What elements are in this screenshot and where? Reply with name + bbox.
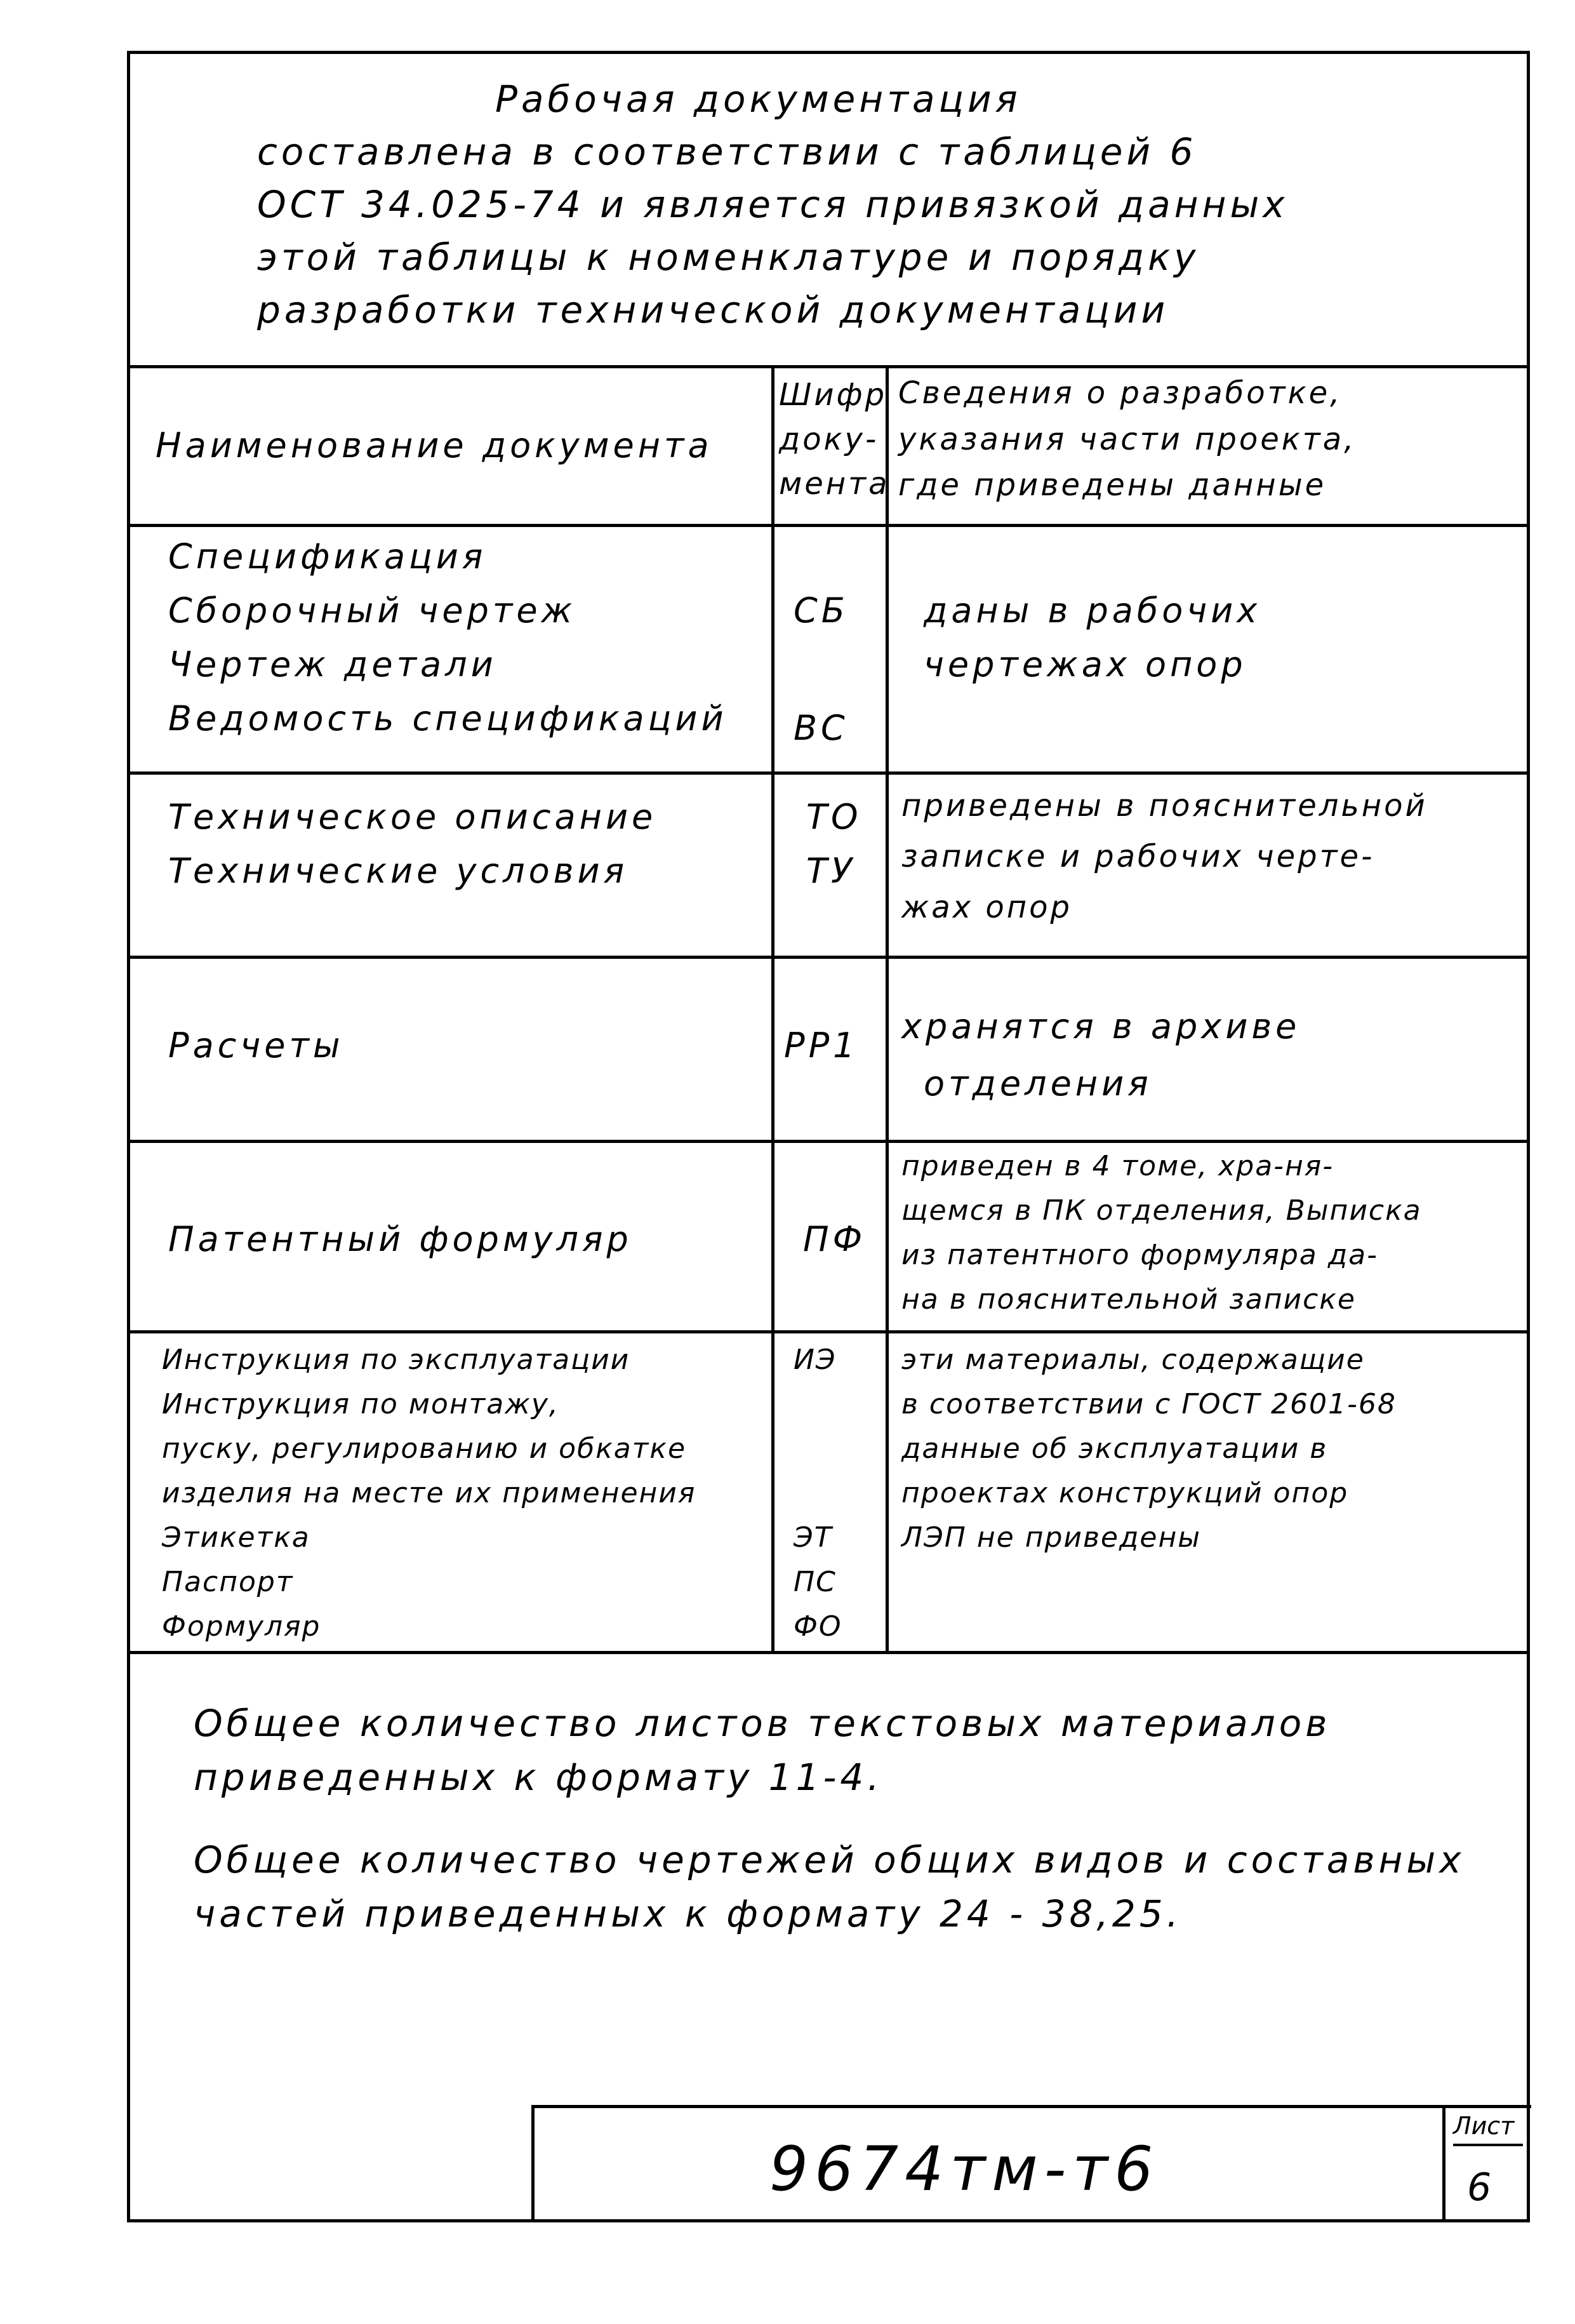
doc-name: Сборочный чертеж [168, 591, 576, 631]
doc-name: Чертеж детали [168, 644, 497, 685]
doc-code: ПФ [803, 1219, 867, 1259]
doc-info: записке и рабочих черте- [901, 839, 1375, 874]
total-drawings: частей приведенных к формату 24 - 38,25. [194, 1892, 1183, 1935]
documents-table [130, 368, 1527, 1654]
doc-name: Патентный формуляр [168, 1219, 632, 1259]
doc-info: хранятся в архиве [901, 1006, 1301, 1046]
doc-name: Инструкция по эксплуатации [162, 1344, 630, 1376]
doc-code: ВС [794, 708, 849, 748]
document-code: 9674тм-т6 [769, 2134, 1160, 2205]
header-line: разработки технической документации [257, 288, 1169, 331]
header-line: составлена в соответствии с таблицей 6 [257, 130, 1197, 173]
doc-name: Инструкция по монтажу, [162, 1388, 559, 1420]
doc-info: ЛЭП не приведены [901, 1521, 1201, 1554]
doc-name: Технические условия [168, 851, 628, 891]
doc-name: Ведомость спецификаций [168, 698, 728, 738]
doc-info: щемся в ПК отделения, Выписка [901, 1194, 1422, 1227]
row-divider [130, 771, 1527, 775]
doc-info: в соответствии с ГОСТ 2601-68 [901, 1388, 1397, 1420]
doc-info: проектах конструкций опор [901, 1477, 1349, 1509]
doc-code: РР1 [784, 1025, 859, 1065]
column-header-info: Сведения о разработке, [898, 375, 1343, 411]
column-header-code: доку- [779, 422, 879, 457]
doc-code: ТУ [806, 851, 856, 891]
doc-code: ТО [806, 797, 862, 837]
sheet-number: 6 [1467, 2165, 1492, 2210]
doc-name: изделия на месте их применения [162, 1477, 696, 1509]
column-divider [886, 368, 889, 1654]
doc-info: приведены в пояснительной [901, 788, 1428, 824]
row-divider [130, 1330, 1527, 1333]
row-divider [130, 524, 1527, 527]
header-note [130, 54, 1527, 368]
doc-name: Паспорт [162, 1566, 294, 1598]
doc-info: чертежах опор [924, 644, 1247, 685]
doc-code: ИЭ [794, 1344, 837, 1376]
title-block [531, 2105, 1531, 2222]
doc-name: Расчеты [168, 1025, 344, 1065]
doc-info: приведен в 4 томе, хра-ня- [901, 1150, 1334, 1182]
doc-info: данные об эксплуатации в [901, 1432, 1328, 1465]
row-divider [130, 1651, 1527, 1654]
row-divider [130, 956, 1527, 959]
doc-name: Формуляр [162, 1610, 321, 1643]
column-header-code: Шифр [779, 377, 887, 413]
doc-name: пуску, регулированию и обкатке [162, 1432, 687, 1465]
doc-code: ЭТ [794, 1521, 833, 1554]
doc-code: ФО [794, 1610, 842, 1643]
total-text-sheets: приведенных к формату 11-4. [194, 1756, 883, 1799]
header-line: Рабочая документация [495, 77, 1021, 121]
document-sheet [127, 51, 1530, 2222]
column-header-name: Наименование документа [156, 425, 713, 465]
doc-info: из патентного формуляра да- [901, 1239, 1378, 1271]
doc-info: отделения [924, 1064, 1152, 1104]
doc-info: даны в рабочих [924, 591, 1261, 631]
doc-name: Техническое описание [168, 797, 657, 837]
column-header-code: мента [779, 466, 890, 502]
doc-name: Спецификация [168, 537, 487, 577]
header-line: этой таблицы к номенклатуре и порядку [257, 236, 1200, 279]
sheet-cell [1442, 2108, 1531, 2222]
row-divider [130, 1140, 1527, 1143]
sheet-label: Лист [1453, 2112, 1523, 2146]
header-line: ОСТ 34.025-74 и является привязкой данных [257, 183, 1289, 226]
doc-info: эти материалы, содержащие [901, 1344, 1365, 1376]
column-header-info: где приведены данные [898, 467, 1327, 503]
doc-info: жах опор [901, 890, 1072, 925]
doc-code: ПС [794, 1566, 837, 1598]
doc-code: СБ [794, 591, 849, 631]
doc-name: Этикетка [162, 1521, 310, 1554]
column-divider [771, 368, 774, 1654]
total-text-sheets: Общее количество листов текстовых материалов [194, 1702, 1331, 1745]
column-header-info: указания части проекта, [898, 422, 1357, 457]
total-drawings: Общее количество чертежей общих видов и составных [194, 1838, 1465, 1881]
doc-info: на в пояснительной записке [901, 1283, 1356, 1316]
